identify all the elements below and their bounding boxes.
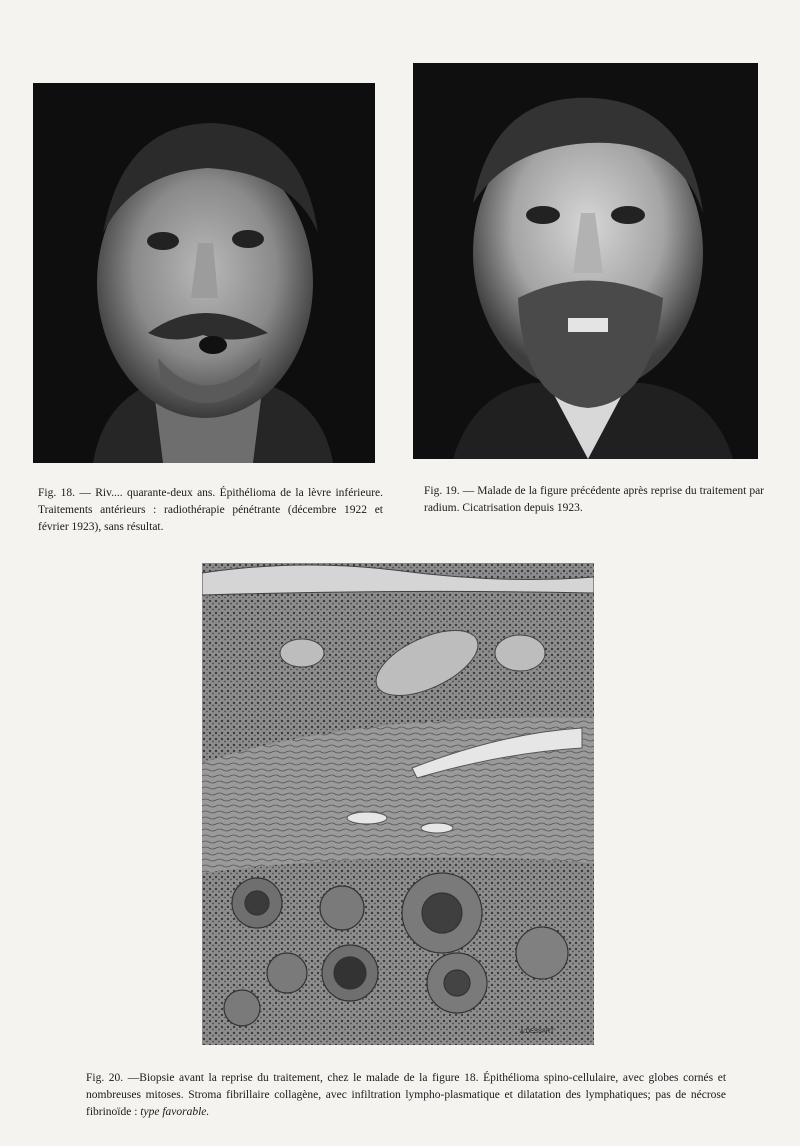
- fig20-text: —Biopsie avant la reprise du traitement, chez le malade de la figure 18. Épithélioma spino-cellulaire, avec globes cornés et nombreuses mitoses. Stroma fibrillaire collagène, avec infiltration lympho-plasmatique et dilatation des lymphatiques; pas de nécrose fibrinoïde :: [86, 1072, 727, 1118]
- fig18-label: Fig. 18.: [38, 487, 75, 499]
- portrait-photo-icon: [33, 83, 375, 463]
- fig20-label: Fig. 20.: [86, 1072, 124, 1084]
- fig19-photograph: [413, 63, 758, 459]
- fig18-caption: [38, 485, 383, 536]
- portrait-photo-icon: [413, 63, 758, 459]
- svg-text:A.DESSART: A.DESSART: [520, 1029, 554, 1035]
- fig20-emphasis: type favorable.: [140, 1106, 210, 1118]
- fig19-label: Fig. 19.: [424, 485, 460, 497]
- histology-drawing-icon: [202, 563, 594, 1045]
- fig20-caption: [86, 1070, 726, 1121]
- fig19-caption: [424, 483, 764, 517]
- fig18-photograph: [33, 83, 375, 463]
- fig20-histology-drawing: [202, 563, 594, 1045]
- fig18-text: — Riv.... quarante-deux ans. Épithélioma de la lèvre inférieure. Traitements antérieurs : radiothérapie pénétrante (décembre 1922 et février 1923), sans résultat.: [38, 487, 384, 533]
- fig19-text: — Malade de la figure précédente après reprise du traitement par radium. Cicatrisation depuis 1923.: [424, 485, 765, 514]
